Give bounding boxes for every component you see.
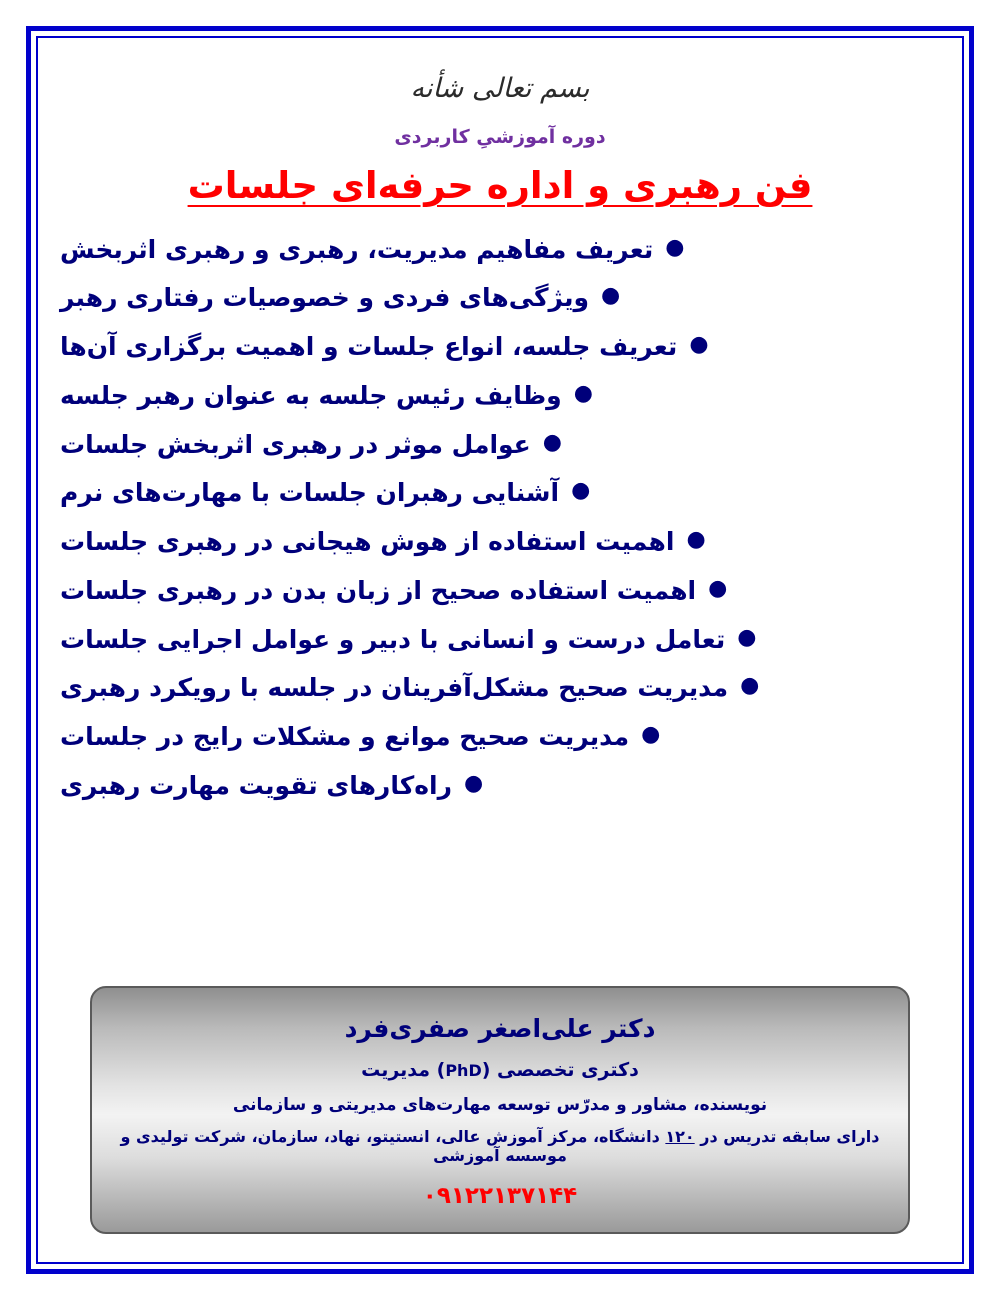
list-item bbox=[50, 720, 950, 754]
list-item-label: عوامل موثر در رهبری اثربخش جلسات bbox=[60, 429, 531, 459]
list-item bbox=[50, 525, 950, 559]
topics-list bbox=[50, 233, 950, 818]
speaker-degree-phd: PhD bbox=[445, 1061, 482, 1080]
speaker-experience-count: ۱۲۰ bbox=[665, 1127, 695, 1146]
list-item-label: راه‌کارهای تقویت مهارت رهبری bbox=[60, 770, 452, 800]
bullet-icon: ● bbox=[665, 234, 685, 260]
list-item-label: تعامل درست و انسانی با دبیر و عوامل اجرایی جلسات bbox=[60, 624, 726, 654]
list-item-label: آشنایی رهبران جلسات با مهارت‌های نرم bbox=[60, 478, 560, 508]
speaker-phone[interactable]: ۰۹۱۲۲۱۳۷۱۴۴ bbox=[422, 1183, 578, 1209]
bullet-icon: ● bbox=[708, 575, 728, 601]
list-item bbox=[50, 281, 950, 315]
list-item bbox=[50, 623, 950, 657]
list-item bbox=[50, 769, 950, 803]
speaker-role: نویسنده، مشاور و مدرّس توسعه مهارت‌های مدیریتی و سازمانی bbox=[232, 1095, 768, 1115]
list-item bbox=[50, 671, 950, 705]
speaker-name: دکتر علی‌اصغر صفری‌فرد bbox=[344, 1014, 656, 1043]
page-title: فن رهبری و اداره حرفه‌ای جلسات bbox=[187, 163, 813, 207]
bullet-icon: ● bbox=[689, 332, 709, 358]
bullet-icon: ● bbox=[571, 478, 591, 504]
list-item bbox=[50, 233, 950, 267]
list-item-label: تعریف جلسه، انواع جلسات و اهمیت برگزاری آن‌ها bbox=[60, 332, 678, 362]
speaker-degree-suffix: ) مدیریت bbox=[361, 1059, 446, 1081]
bullet-icon: ● bbox=[737, 624, 757, 650]
bullet-icon: ● bbox=[601, 283, 621, 309]
bullet-icon: ● bbox=[542, 429, 562, 455]
list-item bbox=[50, 574, 950, 608]
list-item-label: ویژگی‌های فردی و خصوصیات رفتاری رهبر bbox=[60, 283, 590, 313]
speaker-experience-prefix: دارای سابقه تدریس در bbox=[694, 1127, 880, 1146]
course-kicker: دوره آموزشیِ کاربردی bbox=[394, 125, 606, 148]
speaker-experience bbox=[92, 1127, 908, 1165]
speaker-degree bbox=[361, 1059, 639, 1081]
list-item-label: مدیریت صحیح موانع و مشکلات رایج در جلسات bbox=[60, 722, 630, 752]
list-item bbox=[50, 379, 950, 413]
bismillah-text: بسم تعالی شأنه bbox=[410, 73, 590, 104]
list-item-label: وظایف رئیس جلسه به عنوان رهبر جلسه bbox=[60, 380, 562, 410]
speaker-experience-suffix: دانشگاه، مرکز آموزش عالی، انستیتو، نهاد، سازمان، شرکت تولیدی و موسسه آموزشی bbox=[120, 1127, 666, 1165]
bullet-icon: ● bbox=[686, 527, 706, 553]
bullet-icon: ● bbox=[573, 380, 593, 406]
bullet-icon: ● bbox=[641, 722, 661, 748]
list-item bbox=[50, 330, 950, 364]
list-item bbox=[50, 476, 950, 510]
speaker-info-panel bbox=[90, 986, 910, 1234]
list-item-label: مدیریت صحیح مشکل‌آفرینان در جلسه با رویکرد رهبری bbox=[60, 673, 729, 703]
poster-content bbox=[50, 50, 950, 1250]
list-item-label: اهمیت استفاده صحیح از زبان بدن در رهبری جلسات bbox=[60, 575, 697, 605]
speaker-degree-prefix: دکتری تخصصی ( bbox=[481, 1059, 639, 1081]
bullet-icon: ● bbox=[740, 673, 760, 699]
list-item-label: تعریف مفاهیم مدیریت، رهبری و رهبری اثربخش bbox=[60, 234, 654, 264]
bullet-icon: ● bbox=[463, 770, 484, 796]
list-item-label: اهمیت استفاده از هوش هیجانی در رهبری جلسات bbox=[60, 527, 675, 557]
list-item bbox=[50, 428, 950, 462]
